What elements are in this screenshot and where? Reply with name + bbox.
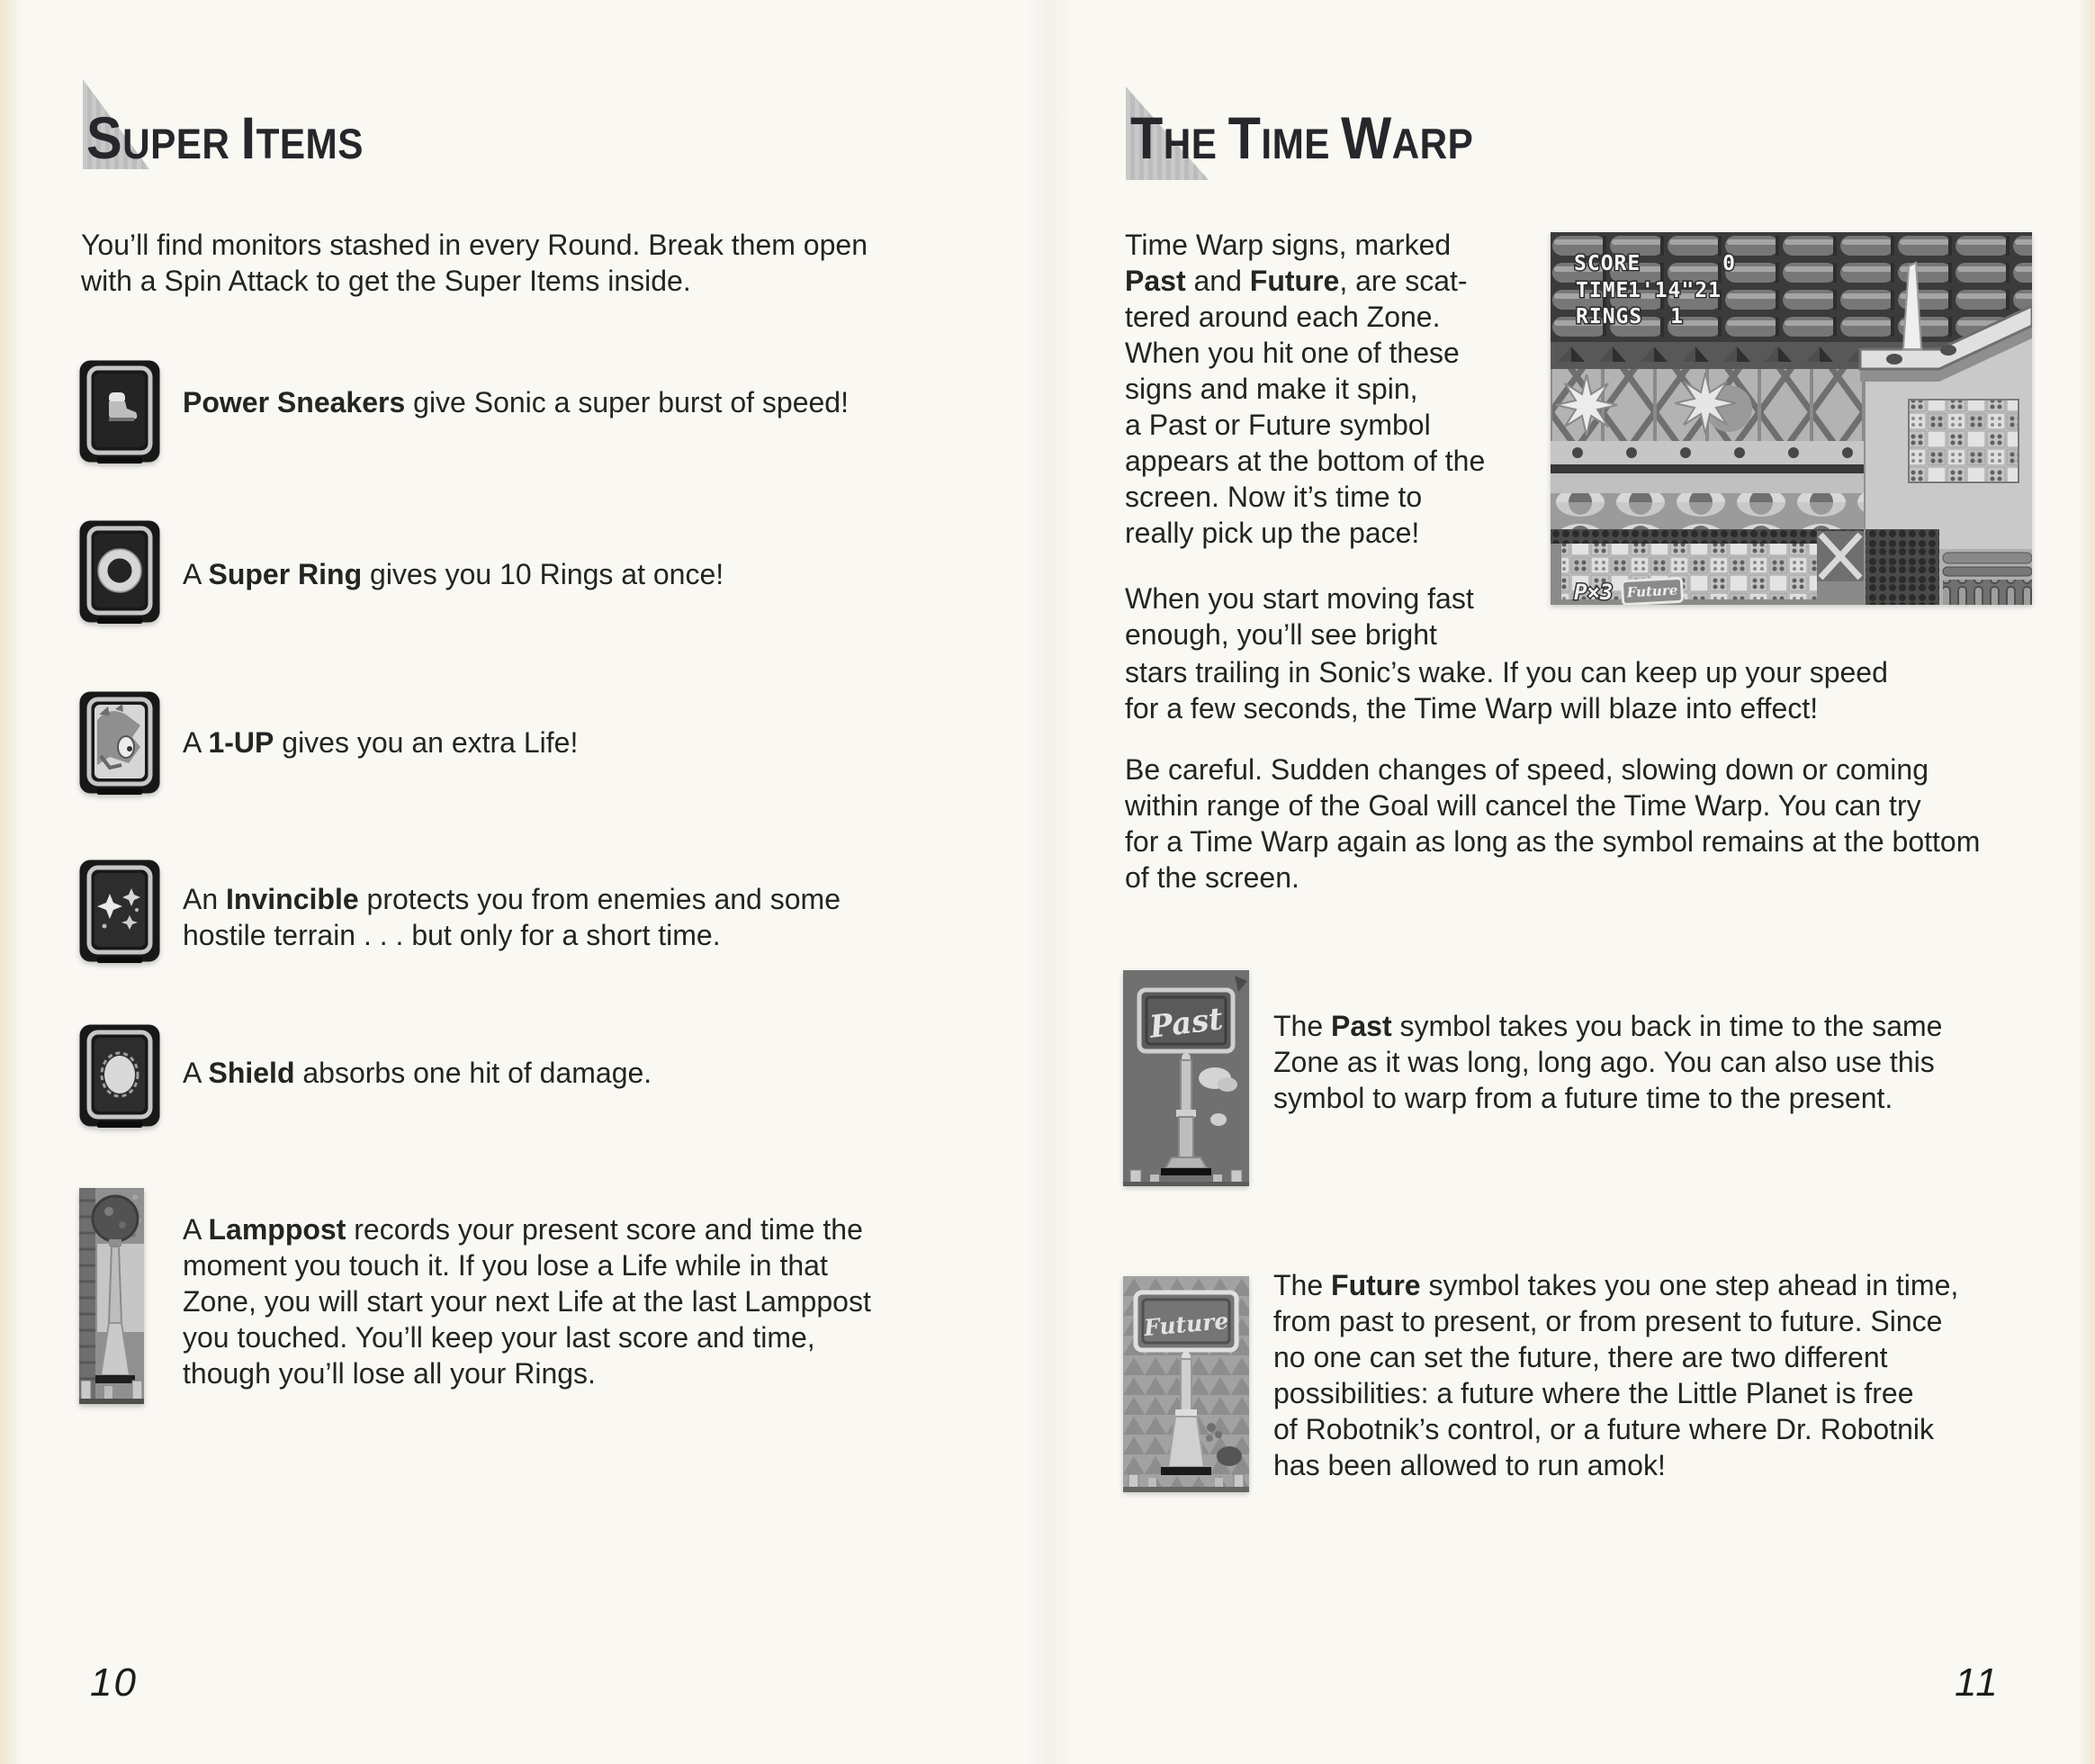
item-text: A 1-UP gives you an extra Life! — [183, 726, 579, 759]
hud-score-label: SCORE — [1574, 252, 1641, 275]
past-sign-label: Past — [1147, 1001, 1226, 1046]
past-paragraph: The Past symbol takes you back in time to the same Zone as it was long, long ago. You can also use this symbol to warp from a future time to the present. — [1273, 1010, 1943, 1114]
time-warp-paragraph-3: Be careful. Sudden changes of speed, slowing down or coming within range of the Goal will cancel the Time Warp. You can try for a Time Warp again as long as the symbol remains at the bottom of the screen. — [1125, 753, 1981, 894]
time-warp-paragraph-2b: stars trailing in Sonic’s wake. If you can keep up your speed for a few seconds, the Time Warp will blaze into effect! — [1125, 656, 1888, 724]
time-warp-paragraph-1: Time Warp signs, marked Past and Future, are scat- tered around each Zone. When you hit one of these signs and make it spin, a Past or Future symbol appears at the bottom of the screen. Now it’s time to really pick up the pace! — [1125, 229, 1486, 549]
warp-counter-badge: P×3 — [1574, 580, 1614, 605]
item-text: A Super Ring gives you 10 Rings at once! — [183, 558, 724, 590]
past-sign-photo — [1123, 970, 1249, 1191]
hud-time-label: TIME — [1576, 279, 1630, 302]
warp-future-mini-sign: Future — [1626, 581, 1678, 601]
intro-paragraph: You’ll find monitors stashed in every Round. Break them open with a Spin Attack to get the Super Items inside. — [81, 229, 868, 297]
item-text: Power Sneakers give Sonic a super burst of speed! — [183, 386, 849, 418]
future-paragraph: The Future symbol takes you one step ahead in time, from past to present, or from present to future. Since no one can set the future, there are two different possibilities: a future where the Little Planet is free of Robotnik’s control, or a future where Dr. Robotnik has been allowed to run amok! — [1273, 1269, 1959, 1481]
item-text: A Lamppost records your present score and time the moment you touch it. If you lose a Life while in that Zone, you will start your next Life at the last Lamppost you touched. You’ll keep your last score and time, though you’ll lose all your Rings. — [183, 1213, 871, 1390]
hud-rings-value: 1 — [1670, 305, 1684, 328]
lamppost-photo — [79, 1188, 144, 1408]
page-title: THE TIME WARP — [1130, 104, 1474, 171]
page-number-left: 10 — [90, 1660, 138, 1705]
scan-edge-left — [0, 0, 23, 1764]
future-sign-label: Future — [1142, 1307, 1230, 1342]
page-title: SUPER ITEMS — [86, 104, 364, 171]
game-screenshot — [1551, 232, 2032, 609]
hud-rings-label: RINGS — [1576, 305, 1643, 328]
hud-time-value: 1'14"21 — [1628, 279, 1722, 302]
page-gutter — [1026, 0, 1074, 1764]
item-text: An Invincible protects you from enemies and some hostile terrain . . . but only for a short time. — [183, 883, 841, 951]
page-number-right: 11 — [1955, 1660, 2000, 1705]
one-up-monitor-icon — [79, 691, 160, 801]
super-ring-monitor-icon — [79, 520, 160, 630]
future-sign-photo — [1123, 1276, 1249, 1497]
invincible-monitor-icon — [79, 860, 160, 969]
hud-score-value: 0 — [1722, 252, 1736, 275]
item-text: A Shield absorbs one hit of damage. — [183, 1057, 652, 1089]
scan-edge-right — [2077, 0, 2095, 1764]
time-warp-paragraph-2a: When you start moving fast enough, you’ll see bright — [1125, 582, 1474, 651]
power-sneakers-monitor-icon — [79, 360, 160, 470]
shield-monitor-icon — [79, 1024, 160, 1134]
